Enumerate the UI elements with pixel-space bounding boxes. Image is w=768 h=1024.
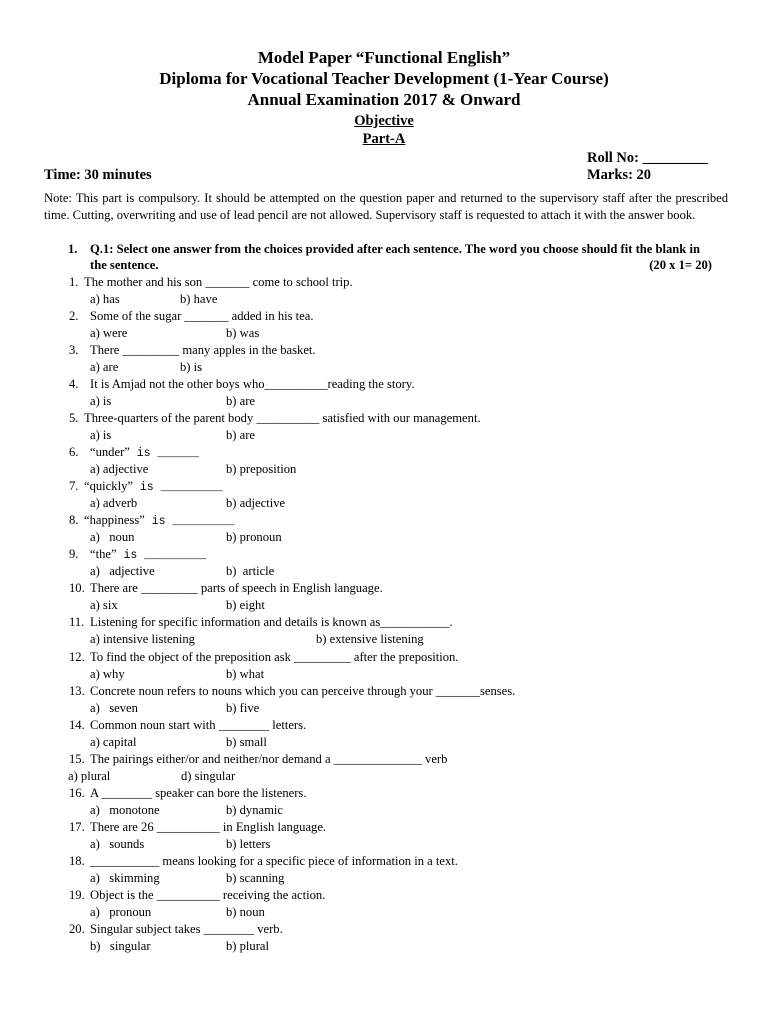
item-stem-text: Listening for specific information and details is known as___________. (90, 615, 453, 630)
question-item (0, 580, 768, 597)
question-item (0, 512, 768, 529)
question-item (0, 751, 768, 768)
question-item (0, 683, 768, 700)
question-marks: (20 x 1= 20) (649, 258, 712, 272)
option-b[interactable]: b) adjective (226, 496, 286, 511)
option-a[interactable]: a) six (90, 598, 118, 613)
item-number: 12. (69, 649, 85, 664)
item-number: 7. (69, 479, 79, 494)
item-stem-blank: is _________ (144, 515, 235, 529)
item-stem-text: To find the object of the preposition ask _________ after the preposition. (90, 649, 459, 664)
option-a[interactable]: b) singular (90, 939, 151, 954)
roll-no: Roll No: _________ (587, 150, 708, 166)
item-stem-text: The pairings either/or and neither/nor demand a ______________ verb (90, 751, 448, 766)
question-item (0, 785, 768, 802)
item-stem (90, 921, 283, 938)
item-number: 17. (69, 820, 85, 834)
option-a[interactable]: a) monotone (90, 802, 160, 817)
option-b[interactable]: b) extensive listening (316, 632, 424, 647)
item-number: 5. (69, 410, 79, 425)
option-a[interactable]: a) are (90, 359, 119, 374)
question-item (0, 921, 768, 938)
question-item (0, 853, 768, 870)
item-stem (90, 649, 458, 666)
total-marks: Marks: 20 (587, 167, 652, 183)
option-b[interactable]: b) small (226, 734, 267, 749)
option-a[interactable]: a) capital (90, 734, 137, 749)
answer-options (0, 870, 768, 887)
section-title: Objective (354, 113, 414, 129)
item-stem (90, 887, 325, 904)
item-number: 15. (69, 751, 85, 766)
option-b[interactable]: b) what (226, 666, 265, 681)
item-stem-text: A ________ speaker can bore the listeners. (90, 785, 307, 800)
question-number: 1. (68, 242, 78, 256)
exam-title: Annual Examination 2017 & Onward (247, 90, 521, 109)
option-a[interactable]: a) plural (68, 768, 111, 783)
option-a[interactable]: a) has (90, 291, 120, 306)
item-stem (90, 751, 447, 768)
option-b[interactable]: b) was (226, 325, 260, 340)
item-stem-text: There are 26 __________ in English language. (90, 820, 327, 834)
item-number: 3. (69, 342, 79, 357)
item-stem-text: There _________ many apples in the basket. (90, 342, 316, 357)
item-stem (90, 376, 414, 393)
option-b[interactable]: b) have (180, 291, 218, 306)
item-stem (90, 546, 206, 564)
item-stem-text: Singular subject takes ________ verb. (90, 922, 283, 937)
option-b[interactable]: b) are (226, 393, 256, 408)
item-stem-text: Three-quarters of the parent body __________ satisfied with our management. (84, 410, 481, 425)
option-a[interactable]: a) adjective (90, 462, 149, 477)
answer-options (0, 427, 768, 444)
part-title: Part-A (362, 131, 406, 147)
item-stem (90, 444, 199, 462)
option-a[interactable]: a) is (90, 427, 112, 442)
item-stem-blank: is ______ (129, 446, 199, 460)
item-stem (90, 717, 306, 734)
answer-options (0, 734, 768, 751)
option-b[interactable]: b) pronoun (226, 530, 282, 545)
question-item (0, 376, 768, 393)
answer-options (0, 904, 768, 921)
answer-options (0, 802, 768, 819)
answer-options (0, 325, 768, 342)
answer-options (0, 529, 768, 546)
item-stem-text: The mother and his son _______ come to school trip. (84, 274, 353, 289)
option-b[interactable]: b) scanning (226, 871, 285, 886)
answer-options (0, 631, 768, 648)
item-stem (90, 614, 453, 631)
item-stem-text: “the” (90, 547, 117, 562)
item-stem-text: There are _________ parts of speech in English language. (90, 581, 383, 596)
item-stem-blank: is _________ (132, 481, 223, 495)
answer-options (0, 700, 768, 717)
item-stem-text: “under” (90, 444, 130, 459)
item-number: 16. (69, 785, 85, 800)
option-a[interactable]: a) adverb (90, 496, 138, 511)
answer-options (0, 495, 768, 512)
item-number: 2. (69, 308, 79, 323)
option-a[interactable]: a) adjective (90, 564, 155, 579)
option-a[interactable]: a) why (90, 666, 125, 681)
answer-options (0, 563, 768, 580)
item-stem (90, 308, 314, 325)
answer-options (0, 768, 768, 785)
item-stem (90, 683, 515, 700)
time-allowed: Time: 30 minutes (44, 167, 152, 183)
item-number: 11. (69, 615, 85, 630)
item-number: 8. (69, 513, 79, 528)
answer-options (0, 461, 768, 478)
question-item (0, 819, 768, 836)
option-b[interactable]: b) are (226, 427, 256, 442)
question-item (0, 478, 768, 495)
answer-options (0, 836, 768, 853)
item-stem-text: ___________ means looking for a specific piece of information in a text. (90, 854, 458, 869)
instructions-note: Note: This part is compulsory. It should be attempted on the question paper and returned to the supervisory staff after the prescribed time. Cutting, overwriting and use of lead pencil are not allowed. Supervisory staff is requested to attach it with the answer book. (44, 191, 728, 222)
option-a[interactable]: a) is (90, 393, 112, 408)
item-stem (90, 785, 306, 802)
item-stem-text: Common noun start with ________ letters. (90, 717, 307, 732)
item-stem (90, 342, 316, 359)
item-number: 1. (69, 274, 79, 289)
option-a[interactable]: a) noun (90, 530, 135, 545)
paper-title: Model Paper “Functional English” (257, 48, 511, 67)
option-a[interactable]: a) skimming (90, 871, 160, 886)
option-b[interactable]: b) eight (226, 598, 265, 613)
item-stem (84, 512, 235, 530)
item-stem-text: Object is the __________ receiving the action. (90, 888, 326, 903)
answer-options (0, 393, 768, 410)
option-b[interactable]: b) preposition (226, 462, 297, 477)
item-stem-blank: is _________ (116, 549, 207, 563)
option-b[interactable]: b) is (180, 359, 203, 374)
question-item (0, 649, 768, 666)
item-stem (90, 853, 458, 870)
answer-options (0, 666, 768, 683)
course-title: Diploma for Vocational Teacher Development (1-Year Course) (159, 69, 609, 88)
item-number: 18. (69, 854, 85, 869)
item-stem (90, 580, 383, 597)
item-number: 20. (69, 922, 85, 937)
option-b[interactable]: b) dynamic (226, 802, 284, 817)
answer-options (0, 938, 768, 955)
item-stem-text: Some of the sugar _______ added in his tea. (90, 308, 314, 323)
item-number: 6. (69, 444, 79, 459)
question-item (0, 614, 768, 631)
option-b[interactable]: b) article (226, 564, 275, 579)
question-text: Q.1: Select one answer from the choices provided after each sentence. The word you choose should fit the blank in the sentence. (90, 242, 700, 272)
item-stem-text: It is Amjad not the other boys who__________reading the story. (90, 376, 415, 391)
item-number: 10. (69, 581, 85, 596)
question-item (0, 274, 768, 291)
item-number: 14. (69, 717, 85, 732)
question-item (0, 546, 768, 563)
answer-options (0, 291, 768, 308)
item-number: 13. (69, 683, 85, 698)
option-a[interactable]: a) intensive listening (90, 632, 195, 647)
option-a[interactable]: a) pronoun (90, 905, 152, 920)
item-number: 9. (69, 547, 79, 562)
question-item (0, 444, 768, 461)
question-item (0, 887, 768, 904)
option-b[interactable]: b) letters (226, 837, 271, 852)
option-a[interactable]: a) seven (90, 700, 138, 715)
item-stem-text: “happiness” (84, 513, 145, 528)
question-item (0, 717, 768, 734)
option-b[interactable]: b) five (226, 700, 260, 715)
option-b[interactable]: d) singular (181, 768, 236, 783)
item-stem-text: Concrete noun refers to nouns which you can perceive through your _______senses. (90, 683, 516, 698)
item-stem-text: “quickly” (84, 479, 133, 494)
option-a[interactable]: a) were (90, 325, 128, 340)
item-stem (84, 478, 223, 496)
item-stem (84, 410, 481, 427)
item-number: 19. (69, 888, 85, 903)
option-a[interactable]: a) sounds (90, 837, 145, 852)
question-list (0, 274, 768, 956)
item-stem (90, 819, 326, 836)
question-item (0, 410, 768, 427)
item-stem (84, 274, 353, 291)
answer-options (0, 359, 768, 376)
question-heading (68, 241, 718, 273)
option-b[interactable]: b) noun (226, 905, 265, 920)
item-number: 4. (69, 376, 79, 391)
question-item (0, 342, 768, 359)
option-b[interactable]: b) plural (226, 939, 270, 954)
answer-options (0, 597, 768, 614)
question-item (0, 308, 768, 325)
